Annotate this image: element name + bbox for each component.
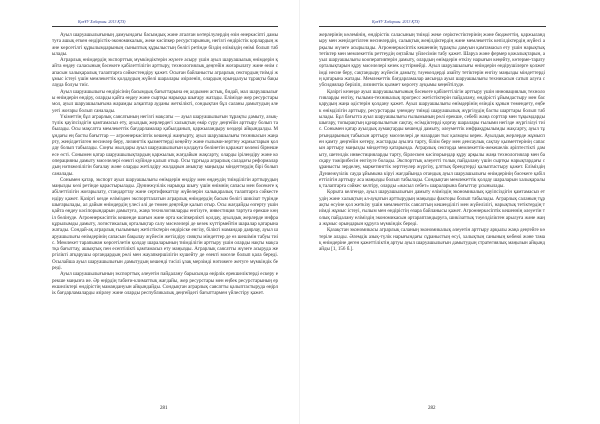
paragraph: Сонымен қатар, экспорт ауыл шаруашылығы өнімдерін өндіру мен өңдеудің тиімділігін арттырудың маңызды көзі ретінде қарастырылады. Дүниежүзілік нарыққа шығу үшін өнімнің сапасы мен бәсекеге қабілеттілігін жоғарылату, стандарттау және сертификаттау жүйелерін халықаралық талаптарға сәйкестендіру қажет. Қазіргі кезде елімізден экспортталатын аграрлық өнімдердің басым бөлігі шикізат түрінде шығарылады, ал дайын өнімдердің үлесі әлі де төмен деңгейде қалып отыр. Осы жағдайды өзгерту үшін қайта өңдеу кәсіпорындарын дамытуға, жаңа технологияларды енгізуге, инвестиция тартуға ерекше көңіл бөлінуде. Агроөнеркәсіптік кешенде шағын және орта кәсіпкерлікті қолдау, ауылдық жерлерде инфрақұрылымды дамыту, логистикалық орталықтар салу мәселелері де кезек күттірмейтін шаралар қатарына жатады. Сондай-ақ аграрлық ғылымның жетістіктерін өндіріске енгізу, білікті мамандар даярлау, ауыл шаруашылығы өнімдерінің сапасын бақылау жүйесін жетілдіру сияқты міндеттер де өз шешімін табуы тиіс. Мемлекет тарапынан көрсетілетін қолдау шараларының тиімділігін арттыру үшін оларды нақты мақсатқа бағыттау, ашықтық пен есептілікті қамтамасыз ету маңызды. Аграрлық саясатты жүзеге асыруда жергілікті атқарушы органдардың рөлі мен жауапкершілігін күшейту де өзекті мәселе болып қала береді. Осылайша ауыл шаруашылығын дамытудың кешенді тәсілі ұзақ мерзімді нәтижеге жетуге мүмкіндік береді.	[52, 176, 278, 271]
header-rule	[52, 26, 278, 27]
paragraph: жерлерінің көлемінің, өндірістік саласының тиімді жеке серіктестіктерінің және бюджеттің, қаржыландыру мен жеңілдетілген несиелердің, салықтық жеңілдіктердің және мемлекеттік кепілдіктердің жүйесі арқылы жүзеге асырылады. Агроөнеркәсіптік кешеннің тұрақты дамуын қамтамасыз ету үшін нарықтық тетіктер мен мемлекеттік реттеудің оңтайлы үйлесімін табу қажет. Шаруа және фермер қожалықтарын, ауыл шаруашылығы кооперативтерін дамыту, олардың өнімдерін өткізу нарығын кеңейту, көтерме-тарату орталықтарын құру мәселелері кезек күттірмейді. Ауыл шаруашылығы өнімдерін өндірушілерге қолжетімді несие беру, сақтандыру жүйесін дамыту, тәуекелдерді азайту тетіктерін енгізу маңызды міндеттердің қатарына жатады. Мемлекеттік бағдарламалар аясында ауыл шаруашылығы техникасын сатып алуға субсидиялар беріліп, лизингтік қызмет көрсету ауқымы кеңейтілуде.	[319, 32, 545, 89]
paragraph: Ауыл шаруашылығы өндірісінің басымдық бағыттарына ең алдымен астық, бидай, мал шаруашылығы өнімдерін өндіру, оларды қайта өңдеу және сыртқы нарыққа шығару жатады. Елімізде жер ресурстары мол, ауыл шаруашылығына жарамды алқаптар ауданы жеткілікті, сондықтан бұл саланы дамытудың әлеуеті жоғары болып саналады.	[52, 88, 278, 114]
body-text	[319, 32, 545, 398]
header-rule	[319, 26, 546, 27]
body-text	[52, 32, 278, 398]
running-header: ҚазҰУ Хабаршы. 2013 ҚТЗ)	[372, 19, 420, 24]
paragraph: Қазақстан экономикасы аграрлық саланың экономикалық әлеуетін арттыру арқылы жаңа деңгейге көтеріле алады. Әлемдік азық-түлік нарығындағы сұраныстың өсуі, халықтың санының көбеюі және тамақ өнімдеріне деген қажеттіліктің артуы ауыл шаруашылығын дамытудың стратегиялық маңызын айқындайды [1, 156 б.].	[319, 227, 545, 253]
right-page	[300, 0, 600, 424]
paragraph: Ауыл шаруашылығының экспорттық әлеуетін пайдалану барысында өңірлік ерекшеліктерді ескеру ерекше маңызға ие. Әр өңірдің табиғи-климаттық жағдайы, жер ресурстары мен еңбек ресурстарының ерекшеліктері өндірістің мамандануын айқындайды. Сондықтан аграрлық саясатты қалыптастыруда өңірлік бағдарламаларды әзірлеу және оларды республикалық деңгейдегі бағыттармен үйлестіру қажет.	[52, 271, 278, 297]
paragraph: Қазіргі кезеңде ауыл шаруашылығының бәсекеге қабілеттілігін арттыру үшін инновациялық технологияларды енгізу, ғылыми-техникалық прогресс жетістіктерін пайдалану, өндірісті ұйымдастыру мен басқарудың жаңа әдістерін қолдану қажет. Ауыл шаруашылығы өнімдерінің өзіндік құнын төмендету, еңбек өнімділігін арттыру, ресурстарды үнемдеу тиімді шаруашылық жүргізудің басты шарттары болып табылады. Бұл бағытта ауыл шаруашылығы ғылымының рөлі ерекше, себебі жаңа сорттар мен тұқымдарды шығару, топырақтың құнарлылығын сақтау, өсімдіктерді қорғау шаралары ғылыми негізде жүргізілуі тиіс. Сонымен қатар ауылдық аумақтарды кешенді дамыту, әлеуметтік инфрақұрылымды жақсарту, ауыл тұрғындарының табысын арттыру мәселелері де назардан тыс қалмауы керек. Ауылдық жерлерде жұмыспен қамту деңгейін көтеру, жастарды ауылға тарту, білім беру мен денсаулық сақтау қызметтерінің сапасын арттыру маңызды міндеттер қатарында. Аграрлық секторда мемлекеттік-жекешелік әріптестікті дамыту, шетелдік инвестицияларды тарту, бірлескен кәсіпорындар құру арқылы жаңа технологиялар мен басқару тәжірибесін енгізуге болады. Экспорттық әлеуетті толық пайдалану үшін сыртқы нарықтардағы сұранысты зерделеу, маркетингтік зерттеулер жүргізу, ұлттық брендтерді қалыптастыру қажет. Еліміздің Дүниежүзілік сауда ұйымына кіруі жағдайында отандық ауыл шаруашылығы өнімдерінің бәсекеге қабілеттілігін арттыру аса маңызды болып табылады. Сондықтан мемлекеттік қолдау шараларын халықаралық талаптарға сәйкес келтіру, оларды «жасыл себет» шараларына бағыттау ұсынылады.	[319, 88, 545, 190]
paragraph: Аграрлық өнімдердің экспорттық мүмкіндіктерін жүзеге асыру үшін ауыл шаруашылық өнімдерін қайта өңдеу саласының бәсекеге қабілеттілігін арттыру, технологиялық деңгейін жоғарылату және өнім сапасын халықаралық талаптарға сәйкестендіру қажет. Осыған байланысты аграрлық сектордың тиімді жұмыс істеуі үшін мемлекеттік қолдаудың жүйелі шаралары әзірленіп, олардың орындалуы тұрақты бақылауда болуы тиіс.	[52, 57, 278, 89]
paragraph: Үкіметтің бұл аграрлық саясатының негізгі мақсаты — ауыл шаруашылығын тұрақты дамыту, азық-түлік қауіпсіздігін қамтамасыз ету, ауылдық жерлердегі халықтың өмір сүру деңгейін арттыру болып табылады. Осы мақсатта мемлекеттік бағдарламалар қабылданып, қаржыландыру көздері айқындалды. Мұндағы ең басты бағыттар — агроөнеркәсіптік кешенді жаңғырту, ауыл шаруашылығы техникасын жаңарту, жеңілдетілген несиелер беру, лизингтік қызметтерді кеңейту және ғылыми-зерттеу жұмыстарын қолдау болып табылады. Соңғы жылдары ауыл шаруашылығын қолдауға бөлінетін қаражат көлемі бірнеше есе өсті. Сонымен қатар шаруашылықтардың қаржылық жағдайын жақсарту, оларды ірілендіру және кооперацияны дамыту мәселелері өзекті күйінде қалып отыр. Осы тұрғыда аграрлық саладағы реформалардың нәтижелілігін бағалау және оларды жетілдіру жолдарын анықтау маңызды міндеттердің бірі болып саналады.	[52, 113, 278, 177]
page-number: 281	[160, 406, 168, 411]
running-header: ҚазҰУ Хабаршы. 2013 ҚТЗ)	[78, 19, 126, 24]
paragraph: Ауыл шаруашылығының дамуындағы басымдық және аталған көтерілулердің өзін өнеркәсіпті дамытуға ашық еткен өндірістік-экономикалық, жеке кәсіпкер ресурстарының, негізгі өндірістік қорлардың және көрсетілгі құрылымдарының сыныптық құрылыстың бөлігі ретінде біздің еліміздің өнімі болып табылады.	[52, 32, 278, 57]
paragraph: Қорыта келгенде, ауыл шаруашылығын дамыту еліміздің экономикалық қауіпсіздігін қамтамасыз етудің және халықтың әл-ауқатын арттырудың маңызды факторы болып табылады. Аграрлық саланың тұрақты өсуіне қол жеткізу үшін мемлекеттік саясаттың кешенділігі мен жүйелілігі, нарықтық тетіктердің тиімді жұмыс істеуі, ғылым мен өндірістің өзара байланысы қажет. Агроөнеркәсіптік кешеннің әлеуетін толық пайдалану еліміздің экономикасын әртараптандыруға, шикізаттық тәуелділіктен арылуға және жаңа жұмыс орындарын құруға мүмкіндік береді.	[319, 189, 545, 227]
page-number: 282	[428, 406, 436, 411]
